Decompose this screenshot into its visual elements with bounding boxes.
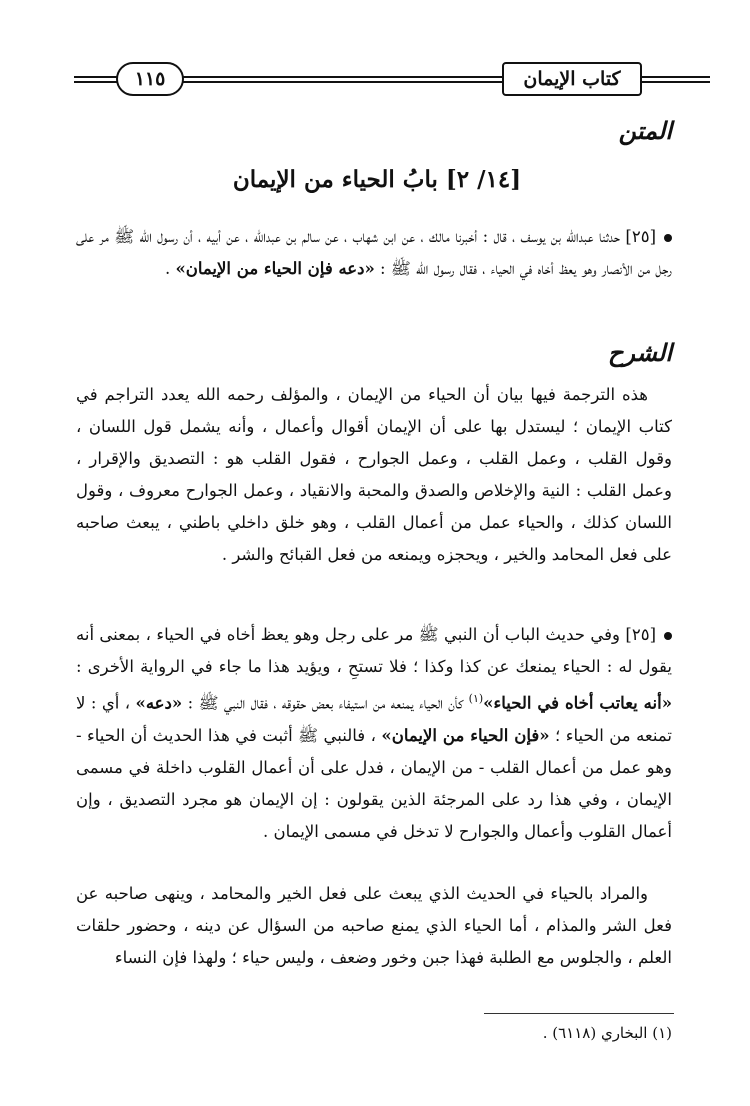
hadith-ref-number: [٢٥] bbox=[625, 625, 657, 644]
running-header bbox=[74, 56, 710, 102]
commentary-text-1: هذه الترجمة فيها بيان أن الحياء من الإيمان ، والمؤلف رحمه الله يعدد التراجم في كتاب الإيمان ؛ ليستدل بها على أن الإيمان أقوال وأعمال ، وأنه يشمل قول اللسان ، وقول القلب ، وعمل القلب ، وعمل الجوارح ، فقول القلب هو : التصديق والإقرار ، وعمل القلب : النية والإخلاص والصدق والمحبة والانقياد ، وعمل الجوارح معروف ، وقول اللسان كذلك ، والحياء عمل من أعمال القلب ، وهو خلق داخلي باطني ، يبعث صاحبه على فعل المحامد والخير ، ويحجزه ويمنعه من فعل القبائح والشر . bbox=[76, 385, 672, 564]
commentary-text: ، فالنبي ﷺ أثبت في هذا الحديث أن الحياء - وهو عمل من أعمال القلب - من الإيمان ، فدل على أن أعمال القلوب داخلة في مسمى الإيمان ، وفي هذا رد على المرجئة الذين يقولون : إن الإيمان هو مجرد التصديق ، وإن أعمال القلوب وأعمال والجوارح لا تدخل في مسمى الإيمان . bbox=[76, 725, 672, 841]
commentary-paragraph-1 bbox=[76, 379, 672, 571]
quoted-narration: «دعه» bbox=[135, 693, 183, 713]
quoted-narration: «أنه يعاتب أخاه في الحياء» bbox=[483, 693, 673, 713]
page-number: ١١٥ bbox=[116, 62, 184, 96]
commentary-text: كأن الحياء يمنعه من استيفاء بعض حقوقه ، فقال النبي ﷺ : bbox=[182, 693, 469, 713]
commentary-text: وفي حديث الباب أن النبي ﷺ مر على رجل وهو يعظ أخاه في الحياء ، بمعنى أنه يقول له : الحياء يمنعك عن كذا وكذا ؛ فلا تستحِ ، ويؤيد هذا ما جاء في الرواية الأخرى : bbox=[76, 625, 672, 676]
hadith-number: [٢٥] bbox=[625, 227, 656, 246]
hadith-text bbox=[76, 221, 672, 285]
commentary-text-3: والمراد بالحياء في الحديث الذي يبعث على فعل الخير والمحامد ، وينهى صاحبه عن فعل الشر والمذام ، أما الحياء الذي يمنع صاحبه من السؤال عن دينه ، وحضور حلقات العلم ، والجلوس مع الطلبة فهذا جبن وخور وضعف ، وليس حياء ؛ ولهذا فإن النساء bbox=[76, 884, 672, 967]
footnote-ref: (١) bbox=[468, 692, 484, 705]
sharh-mark: الشرح bbox=[607, 338, 672, 367]
footnote: (١) البخاري (٦١١٨) . bbox=[542, 1024, 672, 1042]
bullet-icon bbox=[664, 234, 672, 242]
commentary-paragraph-3 bbox=[76, 878, 672, 974]
footnote-rule bbox=[484, 1013, 674, 1014]
bullet-icon bbox=[664, 632, 672, 640]
commentary-paragraph-2 bbox=[76, 619, 672, 848]
hadith-body: حدثنا عبدالله بن يوسف ، قال : أخبرنا مالك ، عن ابن شهاب ، عن سالم بن عبدالله ، عن أبيه ، أن رسول الله ﷺ مر على رجل من الأنصار وهو يعظ أخاه في الحياء ، فقال رسول الله ﷺ : bbox=[76, 227, 672, 278]
matn-mark: المتن bbox=[618, 116, 672, 145]
quoted-narration: «فإن الحياء من الإيمان» bbox=[381, 725, 550, 745]
chapter-title: [١٤/ ٢] بابُ الحياء من الإيمان bbox=[232, 166, 522, 193]
commentary-text: ، أي : لا تمنعه من الحياء ؛ bbox=[76, 693, 672, 745]
book-title: كتاب الإيمان bbox=[502, 62, 642, 96]
hadith-end: . bbox=[164, 259, 176, 278]
hadith-quote: «دعه فإن الحياء من الإيمان» bbox=[175, 259, 375, 278]
